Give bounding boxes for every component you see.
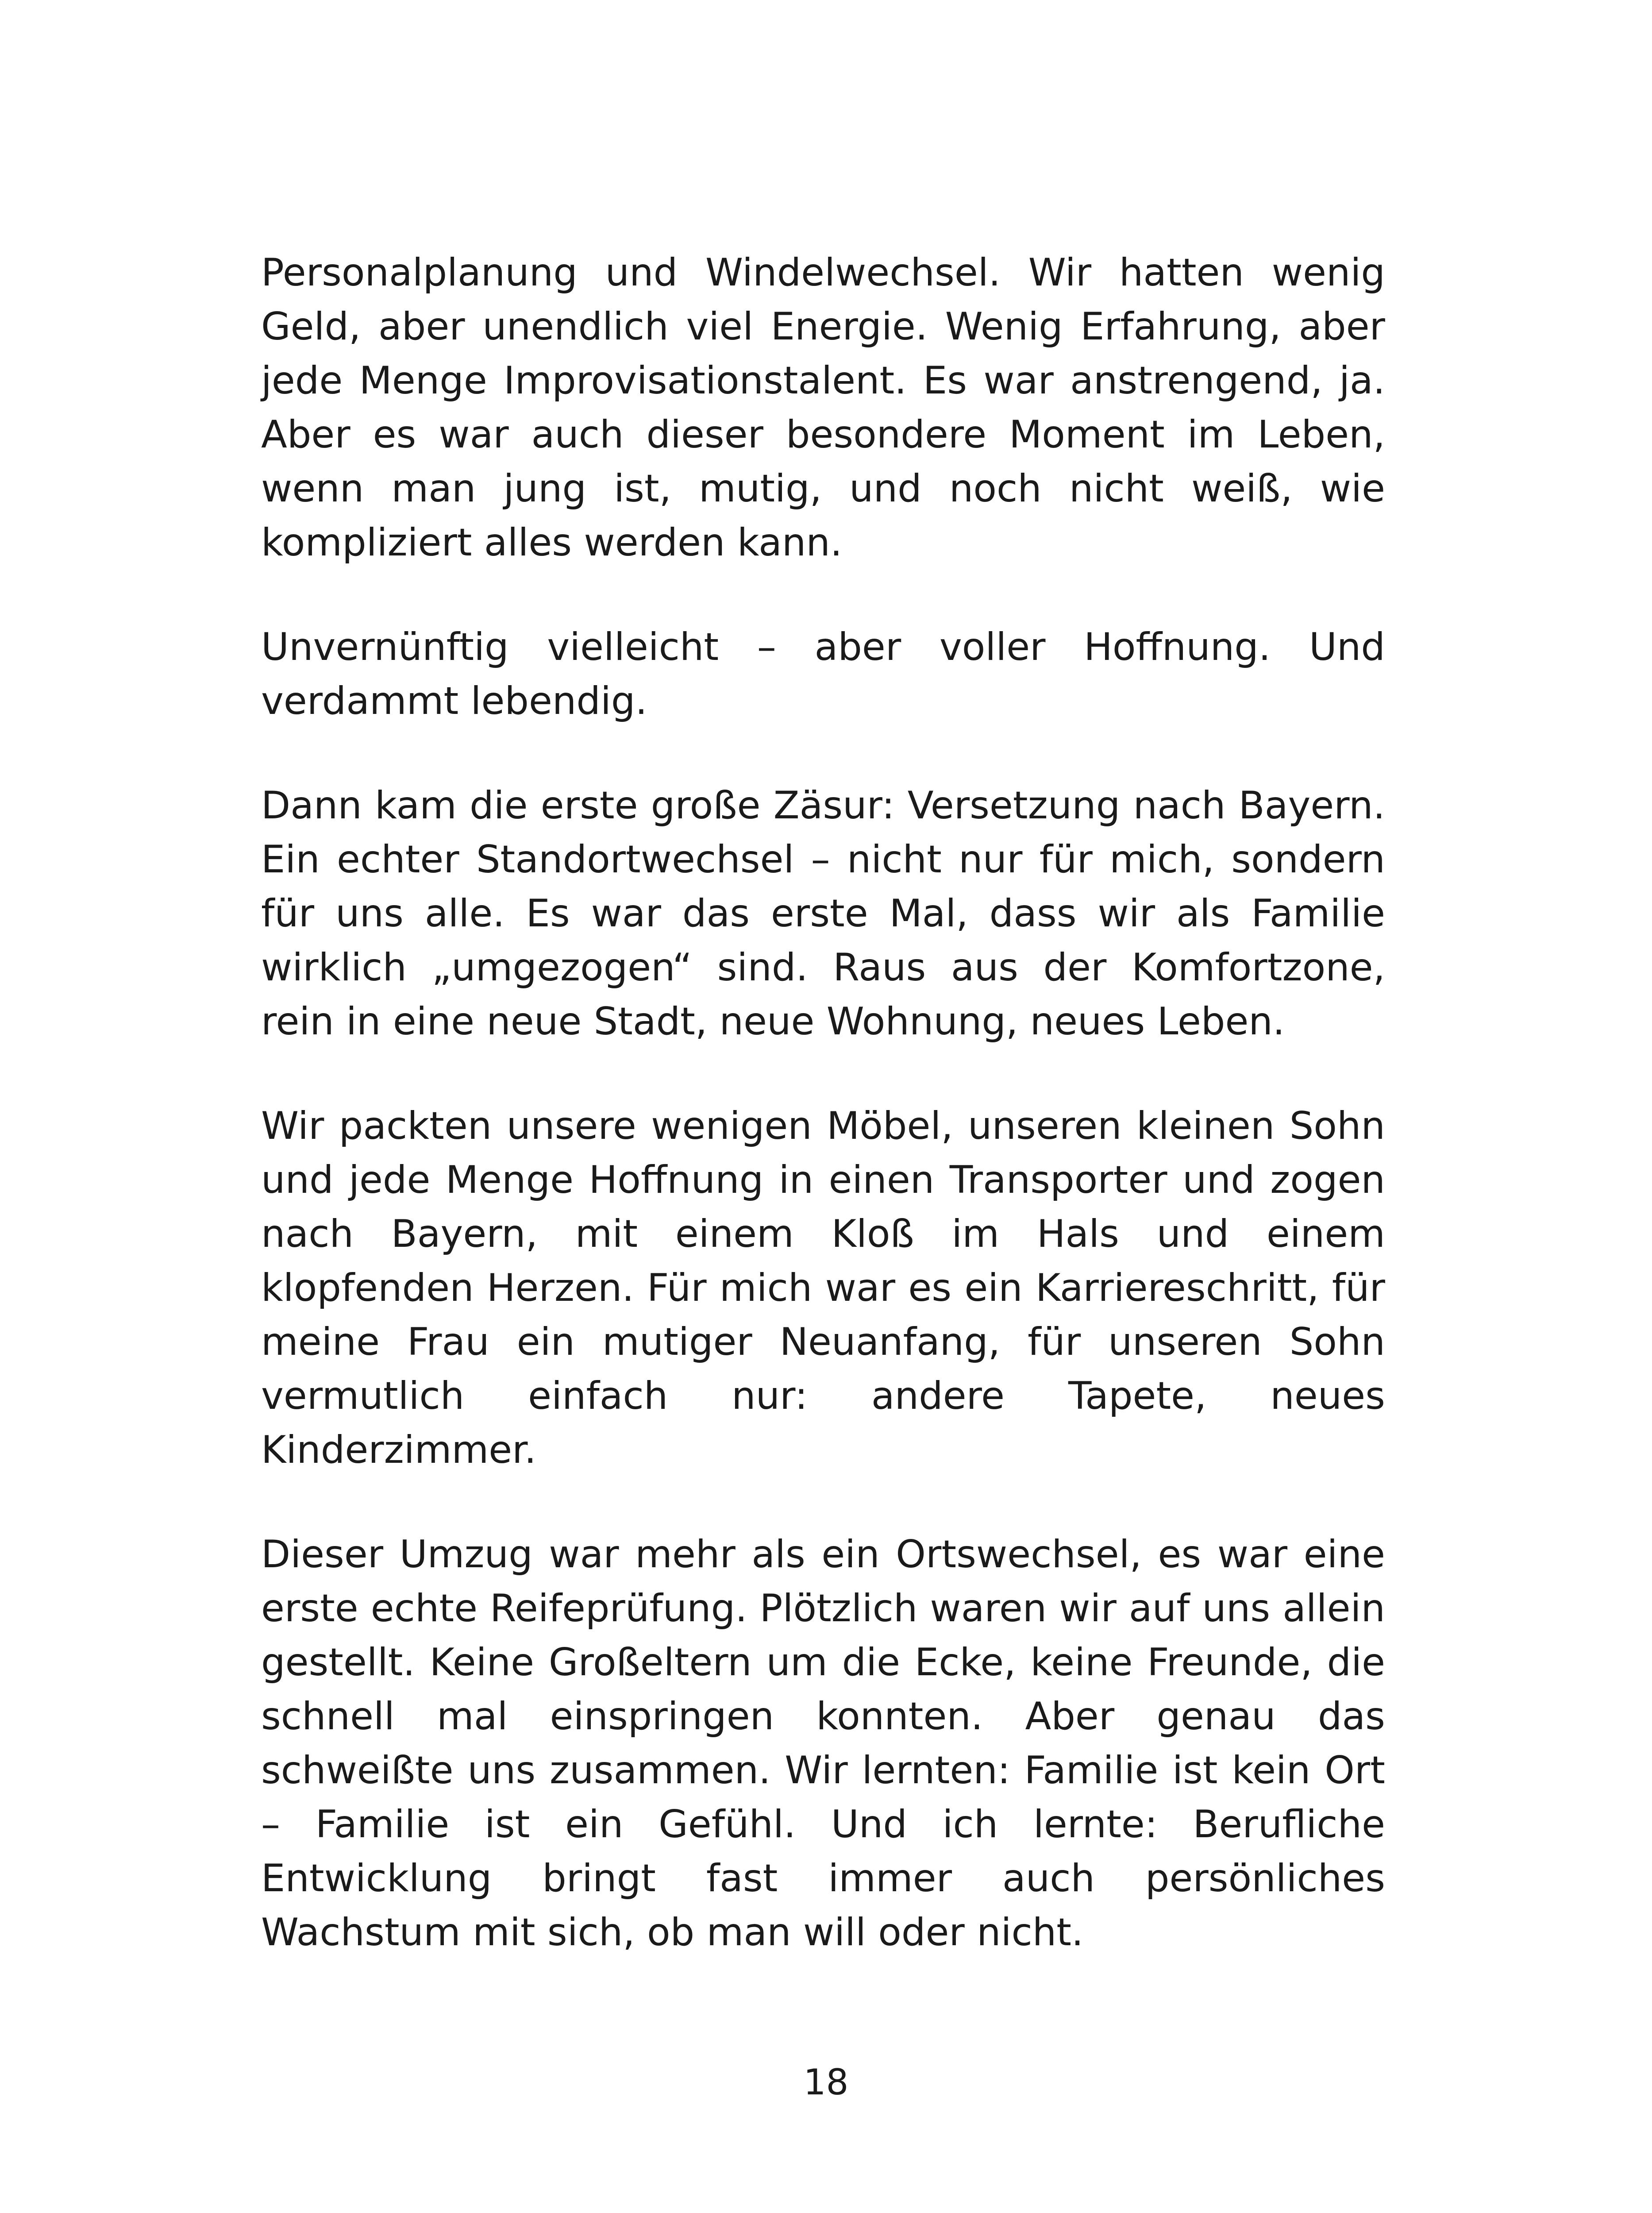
paragraph-5: Dieser Umzug war mehr als ein Ortswechsel, es war eine erste echte Reifeprüfung. Plötzlich waren wir auf uns allein gestellt. Keine Großeltern um die Ecke, keine Freunde, die schnell mal einspringen konnten. Aber genau das schweißte uns zusammen. Wir lernten: Familie ist kein Ort – Familie ist ein Gefühl. Und ich lernte: Berufliche Entwicklung bringt fast immer auch persönliches Wachstum mit sich, ob man will oder nicht. <box>261 1532 1385 1955</box>
paragraph-4: Wir packten unsere wenigen Möbel, unseren kleinen Sohn und jede Menge Hoffnung in einen Transporter und zogen nach Bayern, mit einem Kloß im Hals und einem klopfenden Herzen. Für mich war es ein Karriereschritt, für meine Frau ein mutiger Neuanfang, für unseren Sohn vermutlich einfach nur: andere Tapete, neues Kinderzimmer. <box>261 1104 1385 1472</box>
page-number: 18 <box>803 2062 849 2103</box>
paragraph-1: Personalplanung und Windelwechsel. Wir hatten wenig Geld, aber unendlich viel Energie. Wenig Erfahrung, aber jede Menge Improvisationstalent. Es war anstrengend, ja. Aber es war auch dieser besondere Moment im Leben, wenn man jung ist, mutig, und noch nicht weiß, wie kompliziert alles werden kann. <box>261 251 1385 565</box>
body-text <box>261 246 1385 2010</box>
paragraph-2: Unvernünftig vielleicht – aber voller Hoffnung. Und verdammt lebendig. <box>261 625 1385 723</box>
paragraph-3: Dann kam die erste große Zäsur: Versetzung nach Bayern. Ein echter Standortwechsel – nicht nur für mich, sondern für uns alle. Es war das erste Mal, dass wir als Familie wirklich „umgezogen“ sind. Raus aus der Komfortzone, rein in eine neue Stadt, neue Wohnung, neues Leben. <box>261 783 1385 1044</box>
